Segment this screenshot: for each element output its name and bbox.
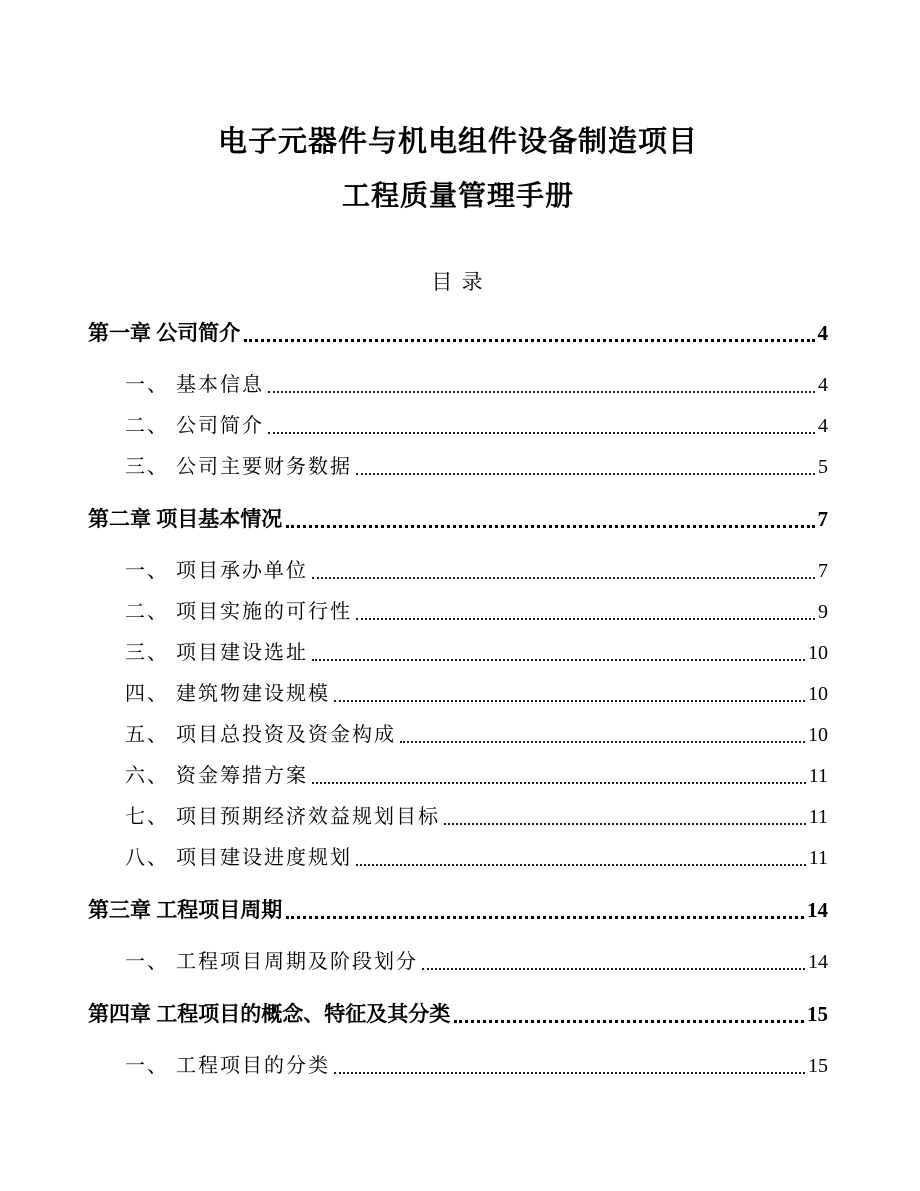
toc-chapter-entry[interactable] — [88, 507, 828, 531]
toc-dot-leader — [334, 1072, 805, 1074]
toc-dot-leader — [356, 864, 806, 866]
toc-sub-entry[interactable] — [88, 764, 828, 788]
toc-heading: 目 录 — [431, 270, 485, 294]
toc-page-number: 11 — [808, 765, 828, 787]
toc-dot-leader — [268, 391, 815, 393]
toc-sub-entry[interactable] — [88, 641, 828, 665]
toc-dot-leader — [356, 473, 815, 475]
toc-dot-leader — [268, 432, 815, 434]
toc-sub-entry[interactable] — [88, 414, 828, 438]
toc-dot-leader — [312, 659, 805, 661]
toc-page-number: 14 — [808, 951, 828, 973]
toc-chapter-entry[interactable] — [88, 1002, 828, 1026]
toc-entry-label: 第三章 工程项目周期 — [88, 898, 283, 922]
toc-page-number: 15 — [808, 1055, 828, 1077]
toc-entry-label: 四、 建筑物建设规模 — [125, 683, 330, 705]
toc-entry-label: 六、 资金筹措方案 — [125, 765, 308, 787]
toc-entry-label: 三、 项目建设选址 — [125, 642, 308, 664]
toc-sub-entry[interactable] — [88, 805, 828, 829]
toc-entry-label: 二、 项目实施的可行性 — [125, 601, 352, 623]
toc-entry-label: 五、 项目总投资及资金构成 — [125, 724, 396, 746]
toc-page-number: 11 — [808, 806, 828, 828]
toc-dot-leader — [334, 700, 805, 702]
toc-sub-entry[interactable] — [88, 1054, 828, 1078]
toc-page-number: 4 — [818, 374, 828, 396]
toc-dot-leader — [286, 916, 804, 919]
toc-sub-entry[interactable] — [88, 846, 828, 870]
toc-entry-label: 第四章 工程项目的概念、特征及其分类 — [88, 1002, 451, 1026]
toc-entry-label: 七、 项目预期经济效益规划目标 — [125, 806, 440, 828]
toc-chapter-entry[interactable] — [88, 898, 828, 922]
toc-entry-label: 八、 项目建设进度规划 — [125, 847, 352, 869]
toc-dot-leader — [454, 1020, 804, 1023]
toc-dot-leader — [444, 823, 806, 825]
toc-dot-leader — [312, 577, 815, 579]
toc-sub-entry[interactable] — [88, 723, 828, 747]
toc-page-number: 10 — [808, 724, 828, 746]
toc-sub-entry[interactable] — [88, 559, 828, 583]
toc-chapter-entry[interactable] — [88, 321, 828, 345]
toc-dot-leader — [356, 618, 815, 620]
toc-page-number: 5 — [818, 456, 828, 478]
toc-sub-entry[interactable] — [88, 455, 828, 479]
toc-page-number: 4 — [818, 415, 828, 437]
toc-sub-entry[interactable] — [88, 373, 828, 397]
toc-page-number: 10 — [808, 642, 828, 664]
document-title-line2: 工程质量管理手册 — [341, 180, 574, 211]
toc-entry-label: 二、 公司简介 — [125, 415, 264, 437]
toc-entry-label: 一、 工程项目周期及阶段划分 — [125, 951, 418, 973]
toc-dot-leader — [286, 525, 814, 528]
toc-entry-label: 第一章 公司简介 — [88, 321, 241, 345]
toc-dot-leader — [422, 968, 805, 970]
toc-page-number: 9 — [818, 601, 828, 623]
toc-entry-label: 一、 工程项目的分类 — [125, 1055, 330, 1077]
toc-dot-leader — [312, 782, 806, 784]
toc-dot-leader — [244, 339, 814, 342]
toc-page-number: 7 — [818, 560, 828, 582]
toc-list — [88, 321, 828, 1078]
toc-sub-entry[interactable] — [88, 682, 828, 706]
document-title-line1: 电子元器件与机电组件设备制造项目 — [217, 126, 698, 158]
toc-entry-label: 一、 基本信息 — [125, 374, 264, 396]
toc-page-number: 7 — [817, 507, 828, 531]
toc-page-number: 11 — [808, 847, 828, 869]
toc-sub-entry[interactable] — [88, 950, 828, 974]
toc-entry-label: 三、 公司主要财务数据 — [125, 456, 352, 478]
toc-page-number: 4 — [817, 321, 828, 345]
toc-dot-leader — [400, 741, 805, 743]
toc-entry-label: 一、 项目承办单位 — [125, 560, 308, 582]
toc-page-number: 15 — [807, 1002, 828, 1026]
toc-page-number: 10 — [808, 683, 828, 705]
toc-entry-label: 第二章 项目基本情况 — [88, 507, 283, 531]
toc-sub-entry[interactable] — [88, 600, 828, 624]
toc-page-number: 14 — [807, 898, 828, 922]
